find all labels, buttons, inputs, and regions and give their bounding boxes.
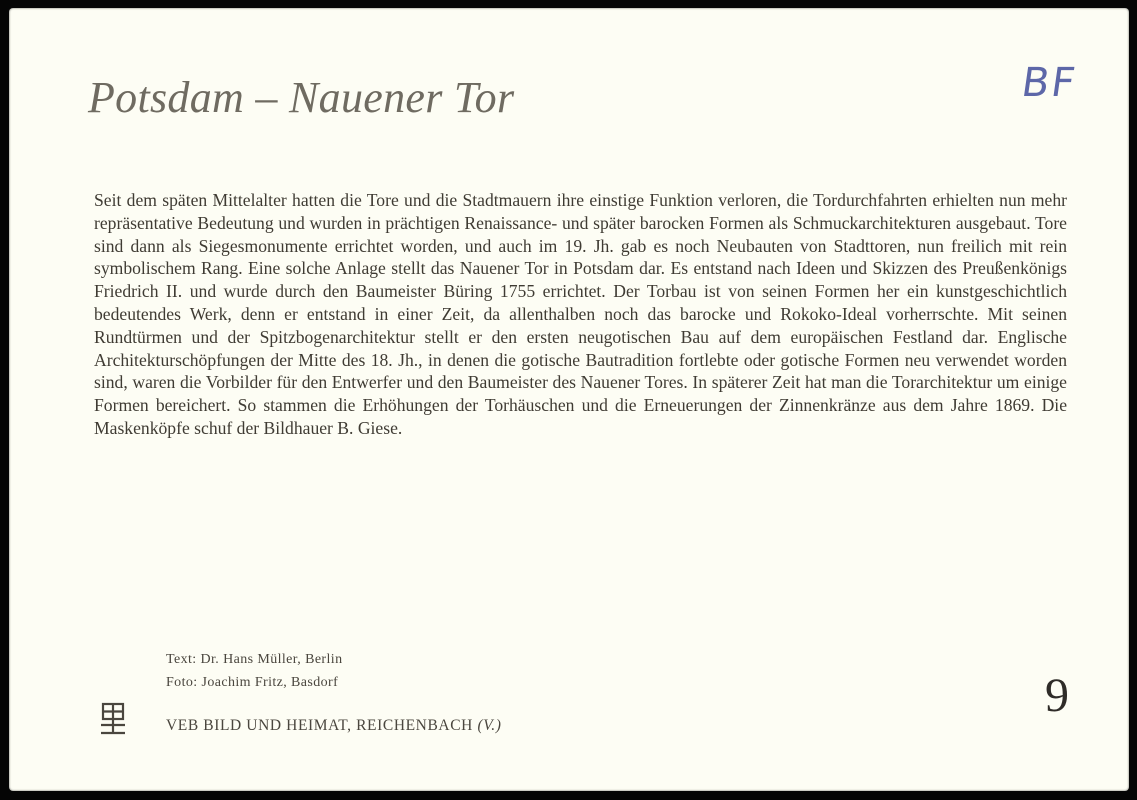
postcard-back — [9, 8, 1129, 791]
credit-photo-author: Foto: Joachim Fritz, Basdorf — [166, 675, 339, 690]
card-number: 9 — [1045, 669, 1069, 722]
publisher-line — [166, 717, 502, 735]
card-title: Potsdam – Nauener Tor — [88, 73, 515, 122]
publisher-name: VEB BILD UND HEIMAT, REICHENBACH — [166, 717, 473, 734]
credits-block — [166, 648, 342, 694]
bild-und-heimat-logo-icon — [99, 702, 127, 736]
publisher-suffix: (V.) — [477, 717, 502, 734]
credit-text-author: Text: Dr. Hans Müller, Berlin — [166, 652, 343, 667]
description-paragraph: Seit dem späten Mittelalter hatten die Tore und die Stadtmauern ihre einstige Funktion verloren, die Tordurchfahrten erhielten nun mehr repräsentative Bedeutung und wurden in prächtigen Renaissance- und später barocken Formen als Schmuckarchitekturen ausgebaut. Tore sind dann als Siegesmonumente errichtet worden, und auch im 19. Jh. gab es noch Neubauten von Stadttoren, nun freilich mit rein symbolischem Rang. Eine solche Anlage stellt das Nauener Tor in Potsdam dar. Es entstand nach Ideen und Skizzen des Preußenkönigs Friedrich II. und wurde durch den Baumeister Büring 1755 errichtet. Der Torbau ist von seinen Formen her ein kunstgeschichtlich bedeutendes Werk, denn er entstand in einer Zeit, da allenthalben noch das barocke und Rokoko-Ideal vorherrschte. Mit seinen Rundtürmen und der Spitzbogenarchitektur stellt er den ersten neugotischen Bau auf dem europäischen Festland dar. Englische Architekturschöpfungen der Mitte des 18. Jh., in denen die gotische Bautradition fortlebte oder gotische Formen neu verwendet worden sind, waren die Vorbilder für den Entwerfer und den Baumeister des Nauener Tores. In späterer Zeit hat man die Torarchitektur um einige Formen bereichert. So stammen die Erhöhungen der Torhäuschen und die Erneuerungen der Zinnenkränze aus dem Jahre 1869. Die Maskenköpfe schuf der Bildhauer B. Giese. — [94, 190, 1067, 438]
handwritten-mark: BF — [1018, 60, 1080, 106]
